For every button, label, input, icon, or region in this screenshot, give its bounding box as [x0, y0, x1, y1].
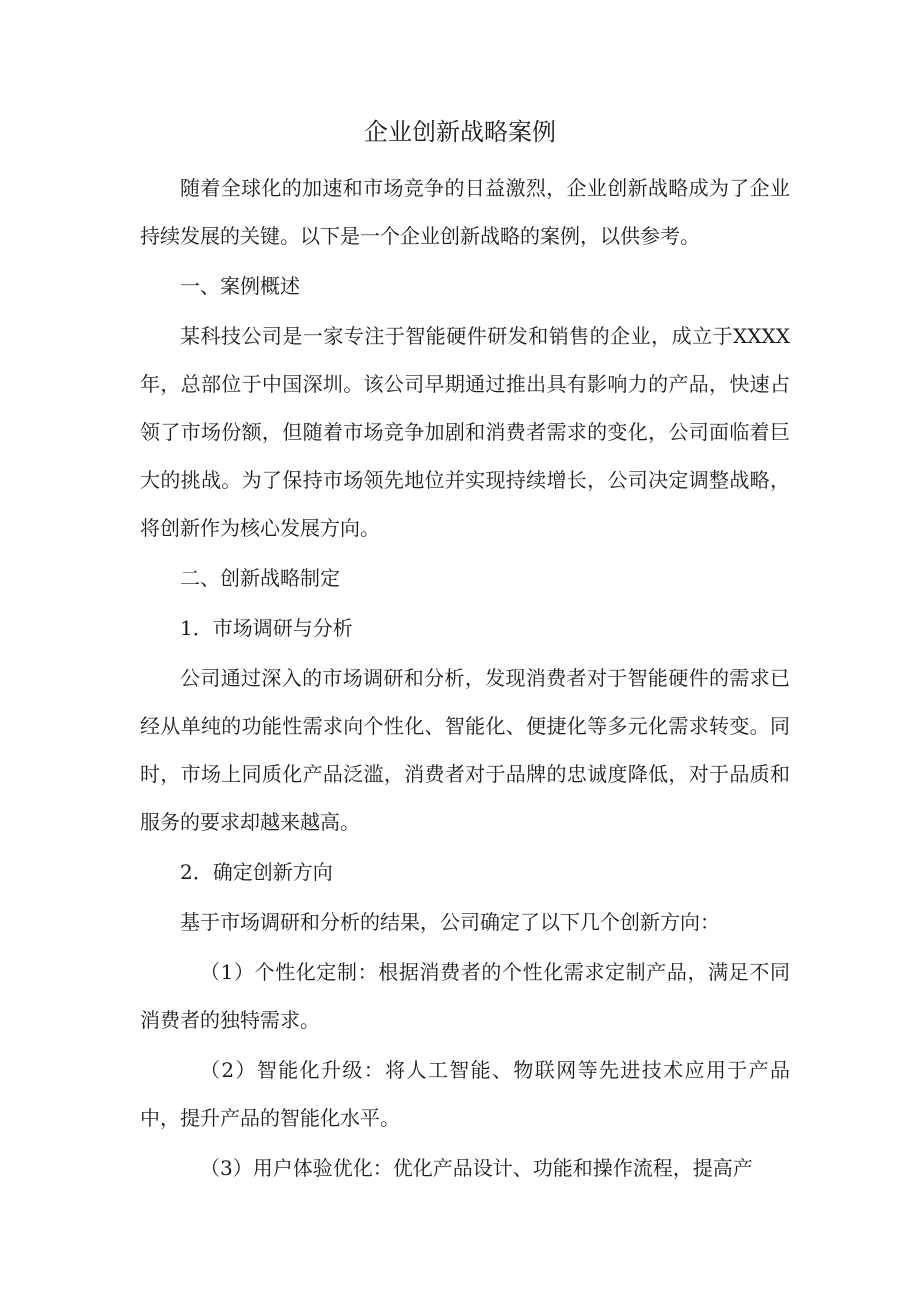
- subsection-heading-direction: 2．确定创新方向: [180, 860, 333, 884]
- section-heading-strategy: 二、创新战略制定: [180, 566, 340, 590]
- document-body: [140, 164, 790, 1194]
- list-item: （3）用户体验优化：优化产品设计、功能和操作流程，提高产: [200, 1156, 753, 1180]
- intro-paragraph: 随着全球化的加速和市场竞争的日益激烈，企业创新战略成为了企业持续发展的关键。以下是一个企业创新战略的案例，以供参考。: [140, 176, 790, 248]
- document-title: 企业创新战略案例: [364, 118, 556, 146]
- list-item: （2）智能化升级：将人工智能、物联网等先进技术应用于产品中，提升产品的智能化水平。: [140, 1058, 790, 1130]
- list-item: （1）个性化定制：根据消费者的个性化需求定制产品，满足不同消费者的独特需求。: [140, 960, 790, 1032]
- direction-paragraph: 基于市场调研和分析的结果，公司确定了以下几个创新方向：: [180, 910, 720, 934]
- overview-paragraph: 某科技公司是一家专注于智能硬件研发和销售的企业，成立于XXXX年，总部位于中国深圳。该公司早期通过推出具有影响力的产品，快速占领了市场份额，但随着市场竞争加剧和消费者需求的变化，公司面临着巨大的挑战。为了保持市场领先地位并实现持续增长，公司决定调整战略，将创新作为核心发展方向。: [140, 324, 790, 540]
- subsection-heading-research: 1．市场调研与分析: [180, 616, 353, 640]
- section-heading-overview: 一、案例概述: [180, 274, 300, 298]
- research-paragraph: 公司通过深入的市场调研和分析，发现消费者对于智能硬件的需求已经从单纯的功能性需求向个性化、智能化、便捷化等多元化需求转变。同时，市场上同质化产品泛滥，消费者对于品牌的忠诚度降低，对于品质和服务的要求却越来越高。: [140, 666, 790, 834]
